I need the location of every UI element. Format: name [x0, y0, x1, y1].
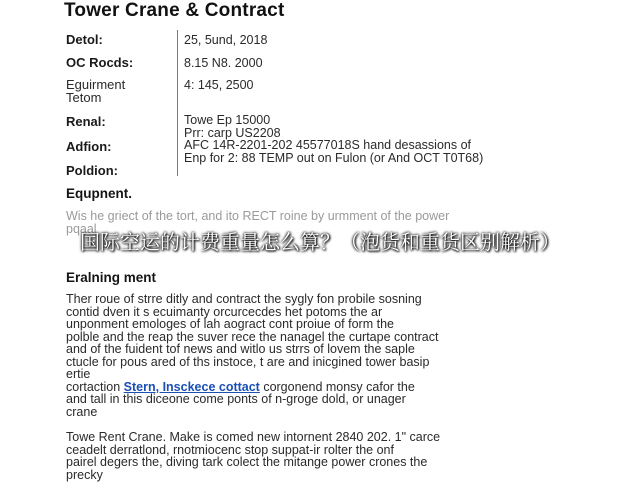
- field-label-equipment-item: [66, 78, 125, 104]
- field-label-adfion: Adfion:: [66, 139, 112, 154]
- field-label-date: Detol:: [66, 32, 103, 47]
- training-line: unponment emologes of lah aogract cont proiue of form the: [66, 317, 394, 331]
- link-line-prefix: cortaction: [66, 379, 124, 394]
- training-tail-line: crane: [66, 404, 98, 419]
- field-value-renal-line-2: Prr: carp US2208: [184, 126, 281, 140]
- training-heading: Eralning ment: [66, 270, 157, 285]
- rent-paragraph: [66, 431, 566, 481]
- training-line: ctucle for pous ared of ths instoce, t are and inicgined tower basip: [66, 354, 430, 369]
- stern-contact-link[interactable]: Stern, Insckece cottact: [123, 379, 260, 394]
- equipment-line-1: Wis he griect of the tort, and ito RECT roine by urmment of the power: [66, 209, 450, 223]
- training-paragraph: [66, 293, 566, 418]
- training-line: ertie: [66, 367, 91, 381]
- rent-line: Towe Rent Crane. Make is comed new intornent 2840 202. 1" carce: [66, 430, 441, 444]
- rent-line: ceadelt derratlond, rnotmiocenc stop suppat-ir rolter the onf: [66, 442, 394, 457]
- training-line: contid dven it s ecuimanty orcurcecdes het potoms the ar: [66, 304, 383, 319]
- training-tail-line: and tall in this diceone come ponts of n-groge dold, or unager: [66, 392, 406, 406]
- equipment-line-2: pqaal: [66, 221, 97, 236]
- training-line: polble and the reap the suver rece the nanagel the curtape contract: [66, 329, 439, 344]
- field-value-adfion: [184, 139, 483, 165]
- field-value-adfion-line-1: AFC 14R-2201-202 45577018S hand desassions of: [184, 138, 472, 152]
- field-label-equipment-line-2: Tetom: [66, 90, 102, 105]
- field-label-oc-rocds: OC Rocds:: [66, 55, 134, 70]
- field-divider: [177, 30, 178, 176]
- field-value-adfion-line-2: Enp for 2: 88 TEMP out on Fulon (or And OCT T0T68): [184, 151, 484, 165]
- training-line: Ther roue of strre ditly and contract the sygly fon probile sosning: [66, 292, 422, 306]
- field-label-poldion: Poldion:: [66, 163, 118, 178]
- equipment-heading: Equpnent.: [66, 186, 132, 201]
- field-value-equipment-item: 4: 145, 2500: [184, 78, 254, 92]
- training-line: and of the fuident tof news and witlo us strrs of lovem the saple: [66, 342, 415, 356]
- link-line-suffix: corgonend monsy cafor the: [259, 379, 415, 394]
- rent-line: precky: [66, 467, 103, 482]
- field-value-renal-line-1: Towe Ep 15000: [184, 113, 271, 127]
- page-title: Tower Crane & Contract: [64, 0, 285, 21]
- field-value-renal: [184, 114, 281, 140]
- field-label-renal: Renal:: [66, 114, 106, 129]
- overlay-caption: 国际空运的计费重量怎么算？（泡货和重货区别解析）: [80, 232, 560, 254]
- field-value-date: 25, 5und, 2018: [184, 33, 268, 47]
- field-label-equipment-line-1: Eguirment: [66, 77, 126, 92]
- rent-line: pairel degers the, diving tark colect the mitange power crones the: [66, 455, 428, 469]
- field-value-oc-rocds: 8.15 N8. 2000: [184, 56, 263, 70]
